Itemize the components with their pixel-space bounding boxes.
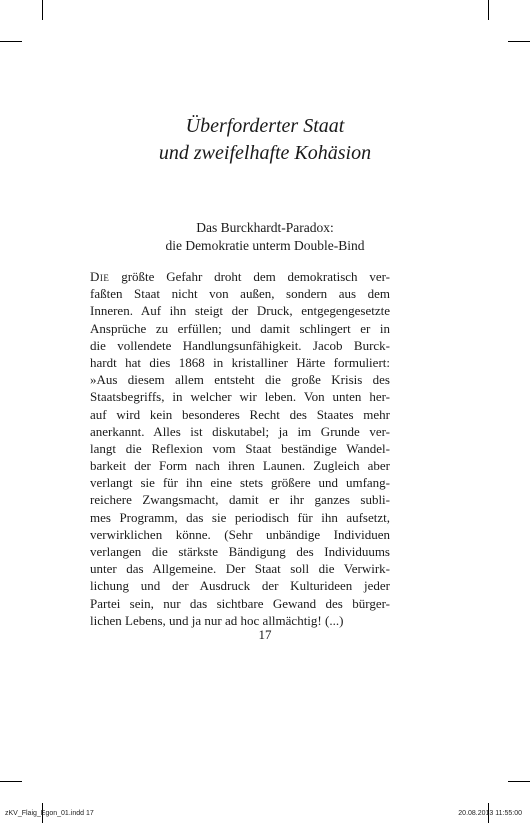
chapter-title xyxy=(0,113,530,167)
body-line: Inneren. Auf ihn steigt der Druck, entgegengesetzte xyxy=(90,303,390,319)
body-line: anerkannt. Alles ist diskutabel; ja im Grunde ver- xyxy=(90,423,390,439)
body-line: reichere Zwangsmacht, damit er ihr ganzes subli- xyxy=(90,492,390,508)
body-line: Partei sein, nur das sichtbare Gewand des bürger- xyxy=(90,595,390,611)
file-slug: zKV_Flaig_Egon_01.indd 17 xyxy=(5,810,94,817)
body-line: unter das Allgemeine. Der Staat soll die Verwirk- xyxy=(90,561,390,577)
timestamp-slug: 20.08.2013 11:55:00 xyxy=(458,810,522,817)
body-line xyxy=(90,268,390,285)
body-line: die vollendete Handlungsunfähigkeit. Jacob Burck- xyxy=(90,337,390,353)
crop-mark-bottom-left-h xyxy=(0,781,22,782)
body-line: verwirklichen könne. (Sehr unbändige Individuen xyxy=(90,526,390,542)
body-line: Staatsbegriffs, in welcher wir leben. Von unten her- xyxy=(90,389,390,405)
page-number: 17 xyxy=(258,627,272,642)
section-heading-line-1: Das Burckhardt-Paradox: xyxy=(196,220,334,235)
body-line: »Aus diesem allem entsteht die große Krisis des xyxy=(90,372,390,388)
body-paragraph xyxy=(90,268,390,629)
section-heading xyxy=(0,219,530,255)
body-line-text: größte Gefahr droht dem demokratisch ver- xyxy=(109,269,390,284)
crop-mark-top-left-h xyxy=(0,41,22,42)
chapter-title-line-2: und zweifelhafte Kohäsion xyxy=(158,142,372,164)
crop-mark-top-left xyxy=(42,0,43,20)
crop-mark-bottom-right-h xyxy=(508,781,530,782)
section-heading-line-2: die Demokratie unterm Double-Bind xyxy=(165,238,365,253)
body-line: verlangt sie für ihn eine stets größere und umfang- xyxy=(90,475,390,491)
body-line: langt die Reflexion vom Staat beständige Wandel- xyxy=(90,440,390,456)
body-line: hardt hat dies 1868 in kristalliner Härte formuliert: xyxy=(90,354,390,370)
body-line: lichung und der Ausdruck der Kulturideen jeder xyxy=(90,578,390,594)
dropword: Die xyxy=(90,269,110,284)
body-line: Ansprüche zu erfüllen; und damit schlingert er in xyxy=(90,320,390,336)
body-line: faßten Staat nicht von außen, sondern aus dem xyxy=(90,286,390,302)
body-line: barkeit der Form nach ihren Launen. Zugleich aber xyxy=(90,458,390,474)
crop-mark-top-right xyxy=(488,0,489,20)
body-line: lichen Lebens, und ja nur ad hoc allmächtig! (...) xyxy=(90,612,344,628)
body-line: verlangen die stärkste Bändigung des Individuums xyxy=(90,544,390,559)
body-line: mes Programm, das sie periodisch für ihn aufsetzt, xyxy=(90,509,390,525)
chapter-title-line-1: Überforderter Staat xyxy=(185,115,345,137)
body-line: auf wird kein besonderes Recht des Staates mehr xyxy=(90,406,390,422)
crop-mark-top-right-h xyxy=(508,41,530,42)
